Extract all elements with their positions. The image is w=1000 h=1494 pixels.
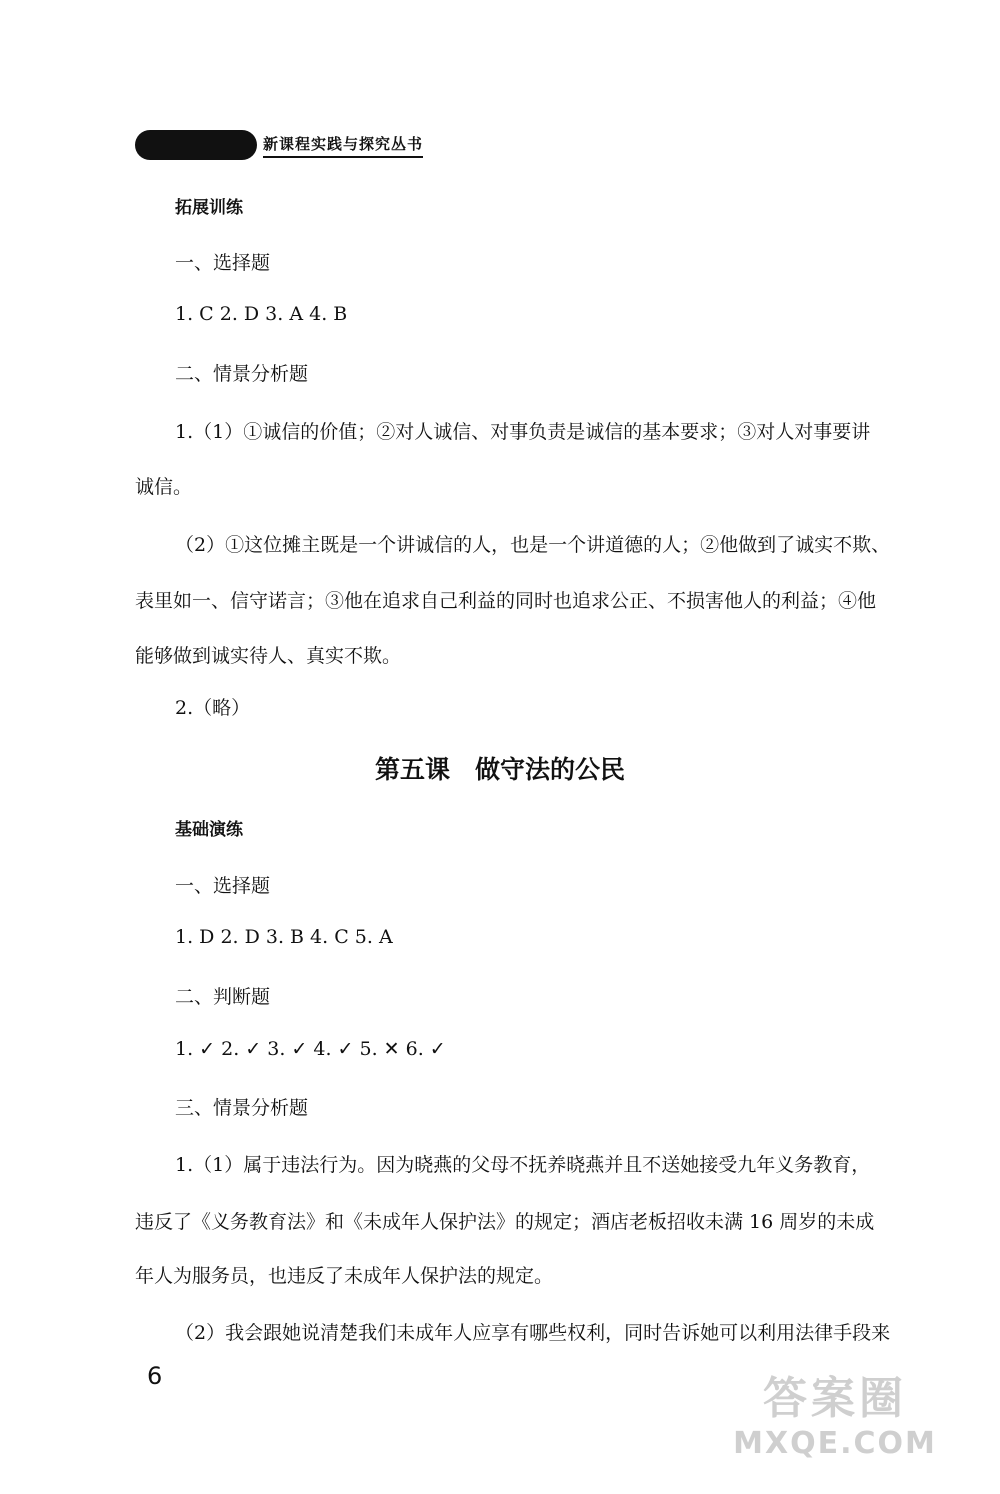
l5-judge-heading: 二、判断题 (175, 986, 271, 1008)
l5-scene-heading: 三、情景分析题 (175, 1097, 309, 1119)
ext-q2: 2.（略） (175, 697, 251, 719)
chapter-title: 第五课 做守法的公民 (374, 755, 625, 784)
ext-choice-answers: 1. C 2. D 3. A 4. B (175, 303, 348, 325)
ext-q1-line1: 1.（1）①诚信的价值；②对人诚信、对事负责是诚信的基本要求；③对人对事要讲 (175, 421, 871, 443)
ext-q1-2-line2: 表里如一、信守诺言；③他在追求自己利益的同时也追求公正、不损害他人的利益；④他 (135, 590, 877, 612)
ext-choice-heading: 一、选择题 (175, 252, 271, 274)
watermark-top: 答案圈 (763, 1373, 907, 1424)
ext-q1-2-line3: 能够做到诚实待人、真实不欺。 (135, 645, 402, 667)
page-number: 6 (147, 1362, 163, 1390)
ext-scene-heading: 二、情景分析题 (175, 363, 309, 385)
basic-practice-heading: 基础演练 (175, 820, 243, 840)
l5-judge-answers: 1. ✓ 2. ✓ 3. ✓ 4. ✓ 5. ✕ 6. ✓ (175, 1038, 446, 1060)
ext-q1-2-line1: （2）①这位摊主既是一个讲诚信的人，也是一个讲道德的人；②他做到了诚实不欺、 (175, 534, 891, 556)
header-pill-decoration (135, 130, 257, 160)
l5-q1-line3: 年人为服务员，也违反了未成年人保护法的规定。 (135, 1265, 554, 1287)
extension-training-heading: 拓展训练 (175, 198, 243, 218)
l5-q1-line1: 1.（1）属于违法行为。因为晓燕的父母不抚养晓燕并且不送她接受九年义务教育， (175, 1154, 871, 1176)
series-title: 新课程实践与探究丛书 (263, 133, 423, 158)
watermark-bottom: MXQE.COM (733, 1426, 937, 1461)
watermark-logo (700, 1362, 970, 1472)
l5-q1-line2: 违反了《义务教育法》和《未成年人保护法》的规定；酒店老板招收未满 16 周岁的未成 (135, 1211, 875, 1233)
l5-choice-answers: 1. D 2. D 3. B 4. C 5. A (175, 926, 393, 948)
series-header (135, 128, 423, 162)
ext-q1-line2: 诚信。 (135, 476, 193, 498)
l5-q1-2-line1: （2）我会跟她说清楚我们未成年人应享有哪些权利，同时告诉她可以利用法律手段来 (175, 1322, 891, 1344)
l5-choice-heading: 一、选择题 (175, 875, 271, 897)
